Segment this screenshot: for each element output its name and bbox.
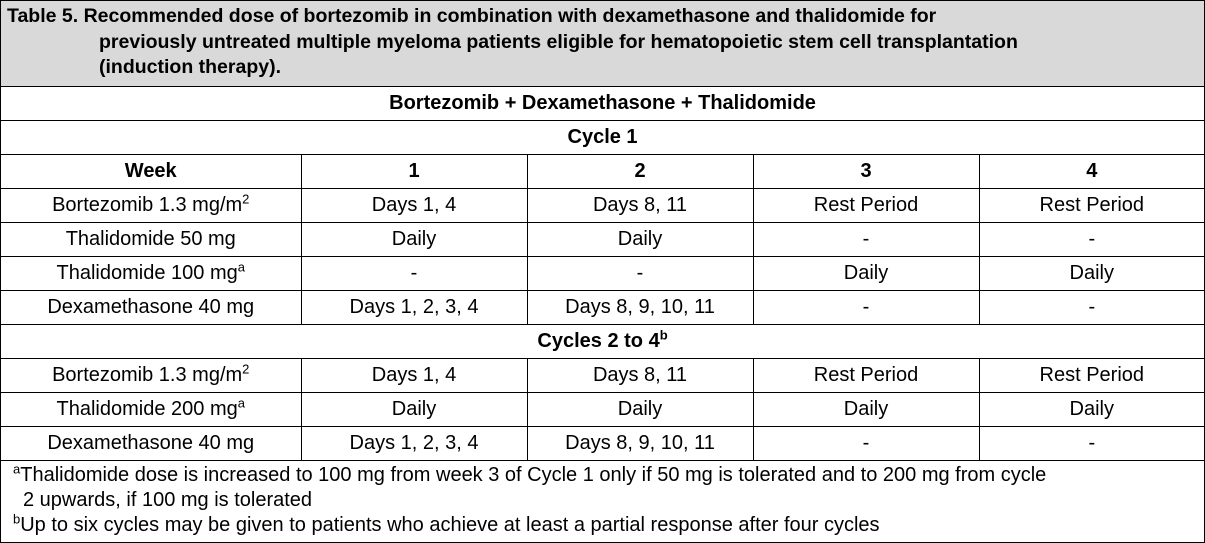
dose-cell: Rest Period bbox=[753, 189, 979, 223]
dose-cell: Daily bbox=[753, 257, 979, 291]
dose-cell: - bbox=[979, 427, 1204, 461]
table-caption bbox=[1, 1, 1204, 87]
dose-cell: Days 1, 2, 3, 4 bbox=[301, 291, 527, 325]
footnotes bbox=[1, 461, 1204, 538]
drug-cell: Thalidomide 50 mg bbox=[1, 223, 301, 257]
footnote-b: $^b$Up to six cycles may be given to patients who achieve at least a partial response after four cycles bbox=[13, 511, 880, 536]
caption-number: Table 5. bbox=[7, 5, 79, 27]
footnote-a-continuation: 2 upwards, if 100 mg is tolerated bbox=[23, 489, 313, 511]
dose-cell: Daily bbox=[301, 223, 527, 257]
dose-cell: Rest Period bbox=[979, 189, 1204, 223]
dose-cell: - bbox=[527, 257, 753, 291]
dose-cell: Days 1, 4 bbox=[301, 189, 527, 223]
dose-cell: Daily bbox=[979, 257, 1204, 291]
dose-cell: Days 8, 11 bbox=[527, 359, 753, 393]
week-1-header: 1 bbox=[301, 155, 527, 189]
dose-cell: - bbox=[979, 291, 1204, 325]
dose-cell: Days 8, 9, 10, 11 bbox=[527, 291, 753, 325]
dose-cell: Daily bbox=[301, 393, 527, 427]
dose-cell: Daily bbox=[527, 223, 753, 257]
regimen-title: Bortezomib + Dexamethasone + Thalidomide bbox=[1, 87, 1204, 121]
footnote-a: $^a$Thalidomide dose is increased to 100 mg from week 3 of Cycle 1 only if 50 mg is tolerated and to 200 mg from cycle bbox=[13, 461, 1047, 486]
week-4-header: 4 bbox=[979, 155, 1204, 189]
table-row bbox=[1, 189, 1204, 223]
cycles2to4-title-row bbox=[1, 325, 1204, 359]
regimen-row bbox=[1, 87, 1204, 121]
table-row bbox=[1, 359, 1204, 393]
week-2-header: 2 bbox=[527, 155, 753, 189]
dose-cell: Rest Period bbox=[753, 359, 979, 393]
dose-cell: Daily bbox=[979, 393, 1204, 427]
dose-cell: Rest Period bbox=[979, 359, 1204, 393]
dose-cell: - bbox=[979, 223, 1204, 257]
drug-cell: Dexamethasone 40 mg bbox=[1, 291, 301, 325]
table-row bbox=[1, 427, 1204, 461]
dose-cell: Days 8, 11 bbox=[527, 189, 753, 223]
cycles2to4-title: Cycles 2 to 4$^b$ bbox=[1, 325, 1204, 359]
drug-cell: Thalidomide 100 $mg^a$ bbox=[1, 257, 301, 291]
week-header: Week bbox=[1, 155, 301, 189]
caption-line-2: previously untreated multiple myeloma patients eligible for hematopoietic stem cell transplantation bbox=[99, 30, 1018, 53]
caption-line-1: Recommended dose of bortezomib in combination with dexamethasone and thalidomide for bbox=[83, 5, 937, 27]
dose-cell: - bbox=[753, 427, 979, 461]
caption-line-3: (induction therapy). bbox=[99, 56, 281, 78]
table-row bbox=[1, 393, 1204, 427]
dose-cell: Daily bbox=[753, 393, 979, 427]
cycle1-title-row bbox=[1, 121, 1204, 155]
table-row bbox=[1, 291, 1204, 325]
table-row bbox=[1, 257, 1204, 291]
dose-cell: - bbox=[753, 223, 979, 257]
dose-cell: Days 1, 4 bbox=[301, 359, 527, 393]
drug-cell: Dexamethasone 40 mg bbox=[1, 427, 301, 461]
dose-cell: Days 8, 9, 10, 11 bbox=[527, 427, 753, 461]
drug-cell: Thalidomide 200 $mg^a$ bbox=[1, 393, 301, 427]
week-header-row bbox=[1, 155, 1204, 189]
dose-cell: - bbox=[753, 291, 979, 325]
cycle1-title: Cycle 1 bbox=[1, 121, 1204, 155]
drug-cell: Bortezomib 1.3 $mg/m^2$ bbox=[1, 189, 301, 223]
dose-cell: Days 1, 2, 3, 4 bbox=[301, 427, 527, 461]
dose-cell: Daily bbox=[527, 393, 753, 427]
dosing-table bbox=[1, 87, 1204, 461]
table-row bbox=[1, 223, 1204, 257]
dose-cell: - bbox=[301, 257, 527, 291]
week-3-header: 3 bbox=[753, 155, 979, 189]
drug-cell: Bortezomib 1.3 $mg/m^2$ bbox=[1, 359, 301, 393]
